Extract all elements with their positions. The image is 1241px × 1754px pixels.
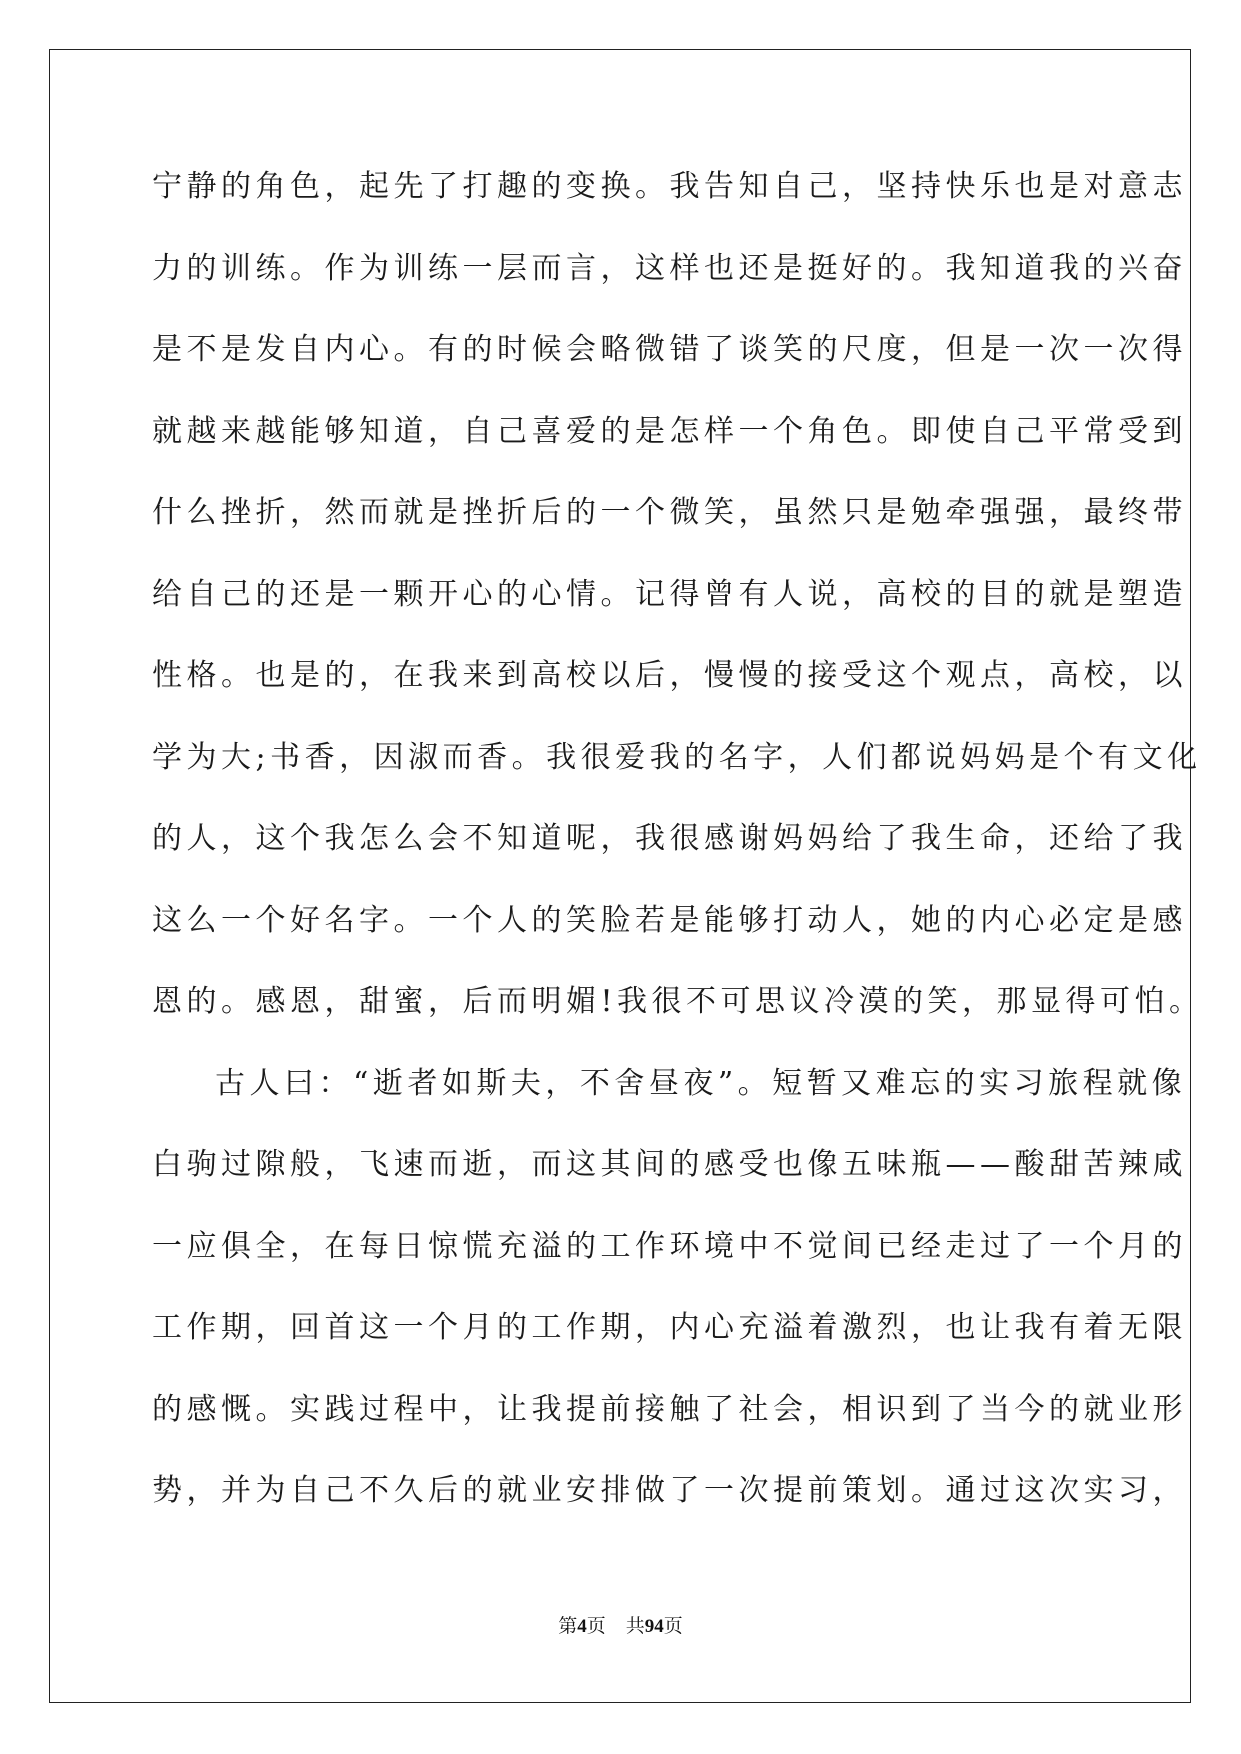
text-line: 力的训练。作为训练一层而言，这样也还是挺好的。我知道我的兴奋 — [152, 250, 1187, 286]
paragraph-start-line: 古人曰：“逝者如斯夫，不舍昼夜”。短暂又难忘的实习旅程就像 — [215, 1065, 1187, 1101]
text-line: 白驹过隙般，飞速而逝，而这其间的感受也像五味瓶——酸甜苦辣咸 — [152, 1147, 1187, 1182]
page-number: 4 — [577, 1616, 587, 1637]
page-suffix: 页 — [586, 1615, 606, 1637]
text-line: 工作期，回首这一个月的工作期，内心充溢着激烈，也让我有着无限 — [152, 1310, 1187, 1345]
text-line: 就越来越能够知道，自己喜爱的是怎样一个角色。即使自己平常受到 — [152, 413, 1187, 449]
text-line: 什么挫折，然而就是挫折后的一个微笑，虽然只是勉牵强强，最终带 — [152, 495, 1187, 530]
page-prefix: 第 — [558, 1615, 578, 1637]
page-footer — [0, 1614, 1241, 1639]
text-line: 的感慨。实践过程中，让我提前接触了社会，相识到了当今的就业形 — [152, 1391, 1187, 1427]
text-line: 势，并为自己不久后的就业安排做了一次提前策划。通过这次实习， — [152, 1473, 1187, 1508]
total-suffix: 页 — [663, 1615, 683, 1637]
total-prefix: 共 — [625, 1615, 645, 1637]
text-line: 性格。也是的，在我来到高校以后，慢慢的接受这个观点，高校，以 — [152, 658, 1187, 693]
text-line: 一应俱全，在每日惊慌充溢的工作环境中不觉间已经走过了一个月的 — [152, 1228, 1187, 1264]
text-line: 宁静的角色，起先了打趣的变换。我告知自己，坚持快乐也是对意志 — [152, 169, 1187, 204]
document-body — [152, 163, 1204, 1549]
text-line: 这么一个好名字。一个人的笑脸若是能够打动人，她的内心必定是感 — [152, 902, 1187, 938]
text-line: 学为大;书香，因淑而香。我很爱我的名字，人们都说妈妈是个有文化 — [152, 739, 1202, 775]
text-line: 是不是发自内心。有的时候会略微错了谈笑的尺度，但是一次一次得 — [152, 332, 1187, 367]
text-line: 的人，这个我怎么会不知道呢，我很感谢妈妈给了我生命，还给了我 — [152, 821, 1187, 856]
text-line: 恩的。感恩，甜蜜，后而明媚!我很不可思议冷漠的笑，那显得可怕。 — [152, 984, 1204, 1019]
text-line: 给自己的还是一颗开心的心情。记得曾有人说，高校的目的就是塑造 — [152, 576, 1187, 612]
total-pages: 94 — [644, 1616, 664, 1637]
